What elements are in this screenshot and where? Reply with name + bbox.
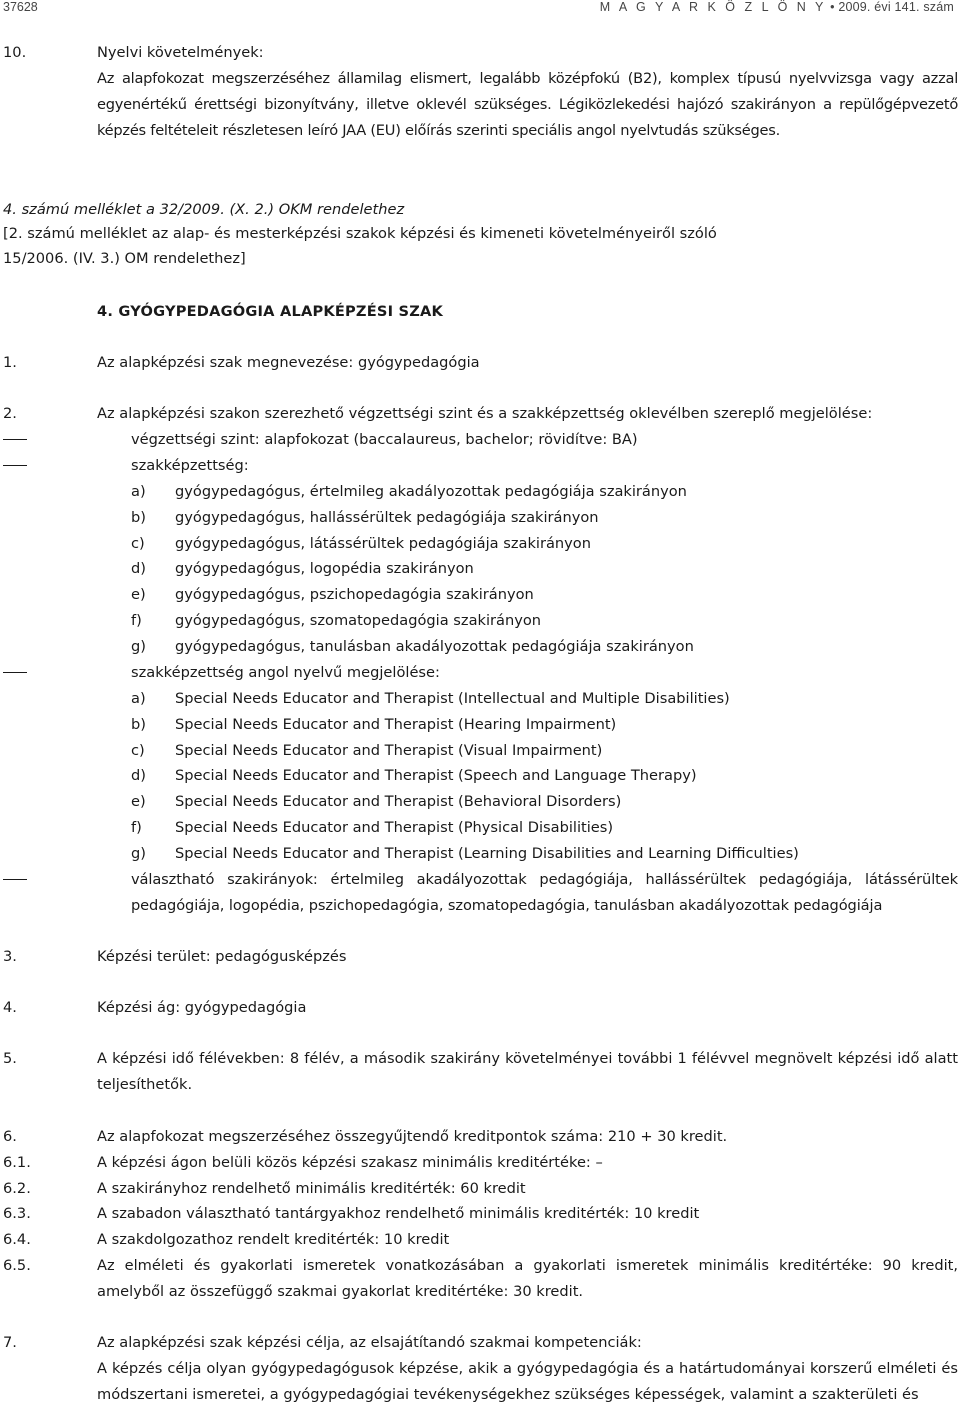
- section-title: 4. GYÓGYPEDAGÓGIA ALAPKÉPZÉSI SZAK: [97, 303, 443, 320]
- list-item-letter: g): [131, 637, 146, 655]
- list-item-letter: a): [131, 483, 146, 500]
- list-item-text: gyógypedagógus, szomatopedagógia szakirányon: [175, 612, 542, 629]
- item-number: 2.: [3, 405, 17, 422]
- list-item-text: Special Needs Educator and Therapist (Speech and Language Therapy): [175, 767, 697, 785]
- list-item-letter: e): [131, 586, 146, 604]
- issue-info: 2009. évi 141. szám: [838, 0, 954, 14]
- list-item-text: gyógypedagógus, értelmileg akadályozottak pedagógiája szakirányon: [175, 483, 687, 500]
- item-text: Az alapképzési szakon szerezhető végzettségi szint és a szakképzettség oklevélben szereplő megjelölése:: [97, 405, 873, 422]
- section-10-title: Nyelvi követelmények:: [97, 44, 264, 61]
- list-item-text: Special Needs Educator and Therapist (Learning Disabilities and Learning Difficulties): [175, 844, 799, 862]
- list-item-text: gyógypedagógus, tanulásban akadályozottak pedagógiája szakirányon: [175, 637, 694, 655]
- dash-item-text: választható szakirányok: értelmileg akadályozottak pedagógiája, hallássérültek pedagógiája, látássérültek pedagógiája, logopédia, pszichopedagógia, szomatopedagógia, tanulásban akadályozottak pedagógiája: [131, 871, 958, 914]
- item-text: Az alapképzési szak megnevezése: gyógypedagógia: [97, 354, 480, 371]
- item-text: A szabadon választható tantárgyakhoz rendelhető minimális kreditérték: 10 kredit: [97, 1205, 700, 1222]
- list-item-letter: g): [131, 844, 146, 862]
- list-item-letter: b): [131, 715, 146, 733]
- annex-reference-line-2: 15/2006. (IV. 3.) OM rendelethez]: [3, 250, 246, 267]
- item-number: 1.: [3, 354, 17, 371]
- dash-item-text: szakképzettség angol nyelvű megjelölése:: [131, 664, 440, 681]
- list-item-text: Special Needs Educator and Therapist (Behavioral Disorders): [175, 793, 622, 811]
- list-item-letter: f): [131, 612, 142, 629]
- list-item-text: gyógypedagógus, pszichopedagógia szakirányon: [175, 586, 534, 604]
- page-header: [0, 0, 960, 22]
- dash-item-text: szakképzettség:: [131, 457, 249, 474]
- bullet-separator: •: [830, 0, 835, 14]
- list-item-text: gyógypedagógus, látássérültek pedagógiája szakirányon: [175, 534, 591, 552]
- item-text: A képzési ágon belüli közös képzési szakasz minimális kreditértéke: –: [97, 1154, 603, 1171]
- item-7-body: A képzés célja olyan gyógypedagógusok képzése, akik a gyógypedagógia és a határtudományai korszerű elméleti és módszertani ismeretei, a gyógypedagógiai tevékenységekhez szükséges képességek, valamint a szakterületi és: [97, 1360, 958, 1403]
- list-item-letter: c): [131, 534, 145, 552]
- item-number: 5.: [3, 1050, 17, 1067]
- dash-item-text: végzettségi szint: alapfokozat (baccalaureus, bachelor; rövidítve: BA): [131, 431, 638, 448]
- list-item-letter: e): [131, 793, 146, 811]
- section-number: 10.: [3, 44, 27, 61]
- item-number: 3.: [3, 948, 17, 965]
- item-text: A szakirányhoz rendelhető minimális kreditérték: 60 kredit: [97, 1180, 526, 1197]
- item-text: Képzési ág: gyógypedagógia: [97, 999, 307, 1016]
- item-number: 6.3.: [3, 1205, 31, 1222]
- list-item-letter: b): [131, 508, 146, 526]
- item-text: A szakdolgozathoz rendelt kreditérték: 10 kredit: [97, 1231, 450, 1248]
- item-text: A képzési idő félévekben: 8 félév, a második szakirány követelményei további 1 félévvel megnövelt képzési idő alatt teljesíthetők.: [97, 1050, 958, 1093]
- list-item-text: Special Needs Educator and Therapist (Physical Disabilities): [175, 819, 614, 836]
- list-item-letter: d): [131, 767, 146, 785]
- list-item-letter: d): [131, 560, 146, 578]
- item-text: Az alapfokozat megszerzéséhez összegyűjtendő kreditpontok száma: 210 + 30 kredit.: [97, 1128, 728, 1145]
- item-number: 6.5.: [3, 1257, 31, 1274]
- list-item-text: Special Needs Educator and Therapist (Visual Impairment): [175, 741, 603, 759]
- list-item-text: gyógypedagógus, logopédia szakirányon: [175, 560, 474, 578]
- list-item-text: Special Needs Educator and Therapist (Hearing Impairment): [175, 715, 617, 733]
- item-number: 4.: [3, 999, 17, 1016]
- list-item-text: Special Needs Educator and Therapist (Intellectual and Multiple Disabilities): [175, 690, 730, 707]
- item-number: 6.2.: [3, 1180, 31, 1197]
- list-item-letter: f): [131, 819, 142, 836]
- annex-heading: 4. számú melléklet a 32/2009. (X. 2.) OKM rendelethez: [3, 201, 405, 218]
- list-item-text: gyógypedagógus, hallássérültek pedagógiája szakirányon: [175, 508, 599, 526]
- section-10-body: Az alapfokozat megszerzéséhez államilag elismert, legalább középfokú (B2), komplex típusú nyelvvizsga vagy azzal egyenértékű érettségi bizonyítvány, illetve oklevél szükséges. Légiközlekedési hajózó szakirányon a repülőgépvezető képzés feltételeit részletesen leíró JAA (EU) előírás szerinti speciális angol nyelvtudás szükséges.: [97, 70, 958, 139]
- journal-info: [600, 0, 954, 14]
- item-number: 7.: [3, 1334, 17, 1351]
- item-number: 6.1.: [3, 1154, 31, 1171]
- annex-reference-line-1: [2. számú melléklet az alap- és mesterképzési szakok képzési és kimeneti követelményeiről szóló: [3, 225, 717, 242]
- journal-title: M A G Y A R K Ö Z L Ö N Y: [599, 0, 827, 14]
- item-text: Képzési terület: pedagógusképzés: [97, 948, 347, 965]
- item-number: 6.: [3, 1128, 17, 1145]
- list-item-letter: c): [131, 741, 145, 759]
- item-text: Az alapképzési szak képzési célja, az elsajátítandó szakmai kompetenciák:: [97, 1334, 642, 1351]
- item-number: 6.4.: [3, 1231, 31, 1248]
- list-item-letter: a): [131, 690, 146, 707]
- item-text: Az elméleti és gyakorlati ismeretek vonatkozásában a gyakorlati ismeretek minimális kreditértéke: 90 kredit, amelyből az összefüggő szakmai gyakorlat kreditértéke: 30 kredit.: [97, 1257, 958, 1300]
- page-number: 37628: [3, 0, 38, 14]
